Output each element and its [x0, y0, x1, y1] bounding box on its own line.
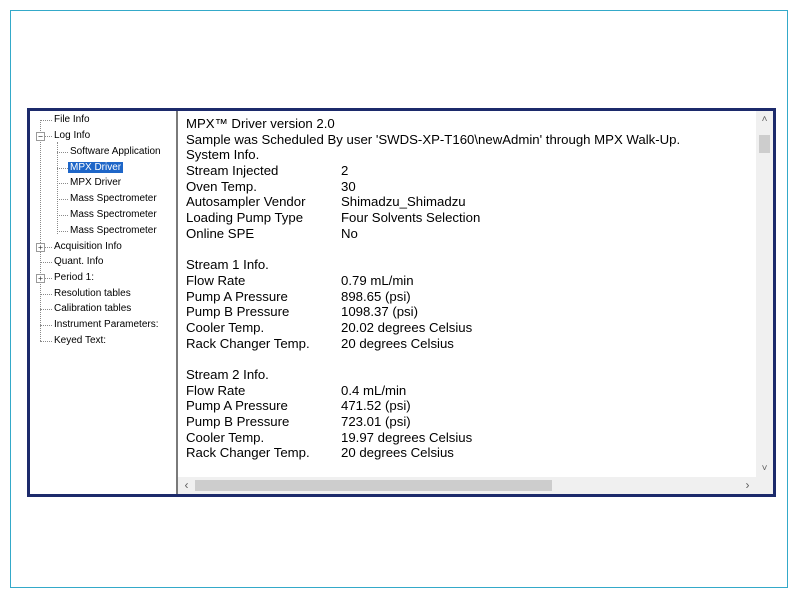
tree-item-instrument-parameters[interactable] — [52, 318, 160, 332]
tree-item-mass-spectrometer[interactable] — [68, 224, 159, 238]
tree-item-period-1[interactable] — [52, 271, 96, 285]
field-value: 20 degrees Celsius — [341, 335, 454, 351]
system-row — [186, 226, 753, 242]
tree-item-acquisition-info[interactable] — [52, 240, 124, 254]
field-key: Loading Pump Type — [186, 210, 304, 226]
tree-item-log-info[interactable] — [52, 129, 92, 143]
field-value: 1098.37 (psi) — [341, 304, 418, 320]
scroll-up-icon[interactable]: ˄ — [761, 114, 768, 125]
tree-item-label: Resolution tables — [54, 288, 131, 299]
system-row — [186, 210, 753, 226]
tree-branch — [57, 152, 68, 153]
details-pane[interactable] — [178, 111, 773, 494]
system-row — [186, 163, 753, 179]
log-viewer-window — [27, 108, 776, 497]
field-key: Autosampler Vendor — [186, 194, 306, 210]
tree-branch — [57, 183, 68, 184]
tree-item-label: Period 1: — [54, 272, 95, 283]
field-value: 471.52 (psi) — [341, 398, 411, 414]
field-value: 723.01 (psi) — [341, 414, 411, 430]
tree-item-label: Mass Spectrometer — [70, 225, 157, 236]
field-key: Oven Temp. — [186, 178, 257, 194]
tree-item-label: Calibration tables — [54, 303, 132, 314]
field-value: 898.65 (psi) — [341, 288, 411, 304]
field-key: Pump B Pressure — [186, 304, 290, 320]
tree-item-label: File Info — [54, 114, 90, 125]
collapse-log-info-icon[interactable]: − — [36, 132, 45, 141]
tree-pane[interactable] — [30, 111, 178, 494]
tree-item-label: Instrument Parameters: — [54, 319, 159, 330]
tree-branch — [44, 136, 52, 137]
field-value: 0.4 mL/min — [341, 382, 407, 398]
tree-root-line — [40, 120, 41, 341]
field-value: 20 degrees Celsius — [341, 445, 454, 461]
tree-item-mpx-driver[interactable] — [68, 176, 123, 190]
system-info-heading: System Info. — [186, 147, 260, 163]
stream-2-row — [186, 414, 753, 430]
horizontal-scroll-thumb[interactable] — [195, 480, 552, 491]
field-key: Pump A Pressure — [186, 288, 288, 304]
field-key: Cooler Temp. — [186, 429, 265, 445]
tree-item-label: Quant. Info — [54, 256, 104, 267]
scroll-right-icon[interactable]: › — [745, 478, 750, 492]
field-key: Online SPE — [186, 225, 255, 241]
blank-line — [186, 351, 753, 367]
field-key: Flow Rate — [186, 382, 246, 398]
tree-item-resolution-tables[interactable] — [52, 287, 133, 301]
tree-branch — [40, 325, 52, 326]
field-value: 19.97 degrees Celsius — [341, 429, 473, 445]
tree-child-line — [57, 142, 58, 234]
field-key: Rack Changer Temp. — [186, 445, 310, 461]
tree-item-software-application[interactable] — [68, 145, 163, 159]
tree-item-label: Keyed Text: — [54, 335, 107, 346]
tree-branch — [57, 215, 68, 216]
tree-branch — [44, 278, 52, 279]
field-value: Four Solvents Selection — [341, 210, 481, 226]
field-key: Pump A Pressure — [186, 398, 288, 414]
tree-item-label: Acquisition Info — [54, 241, 122, 252]
field-key: Stream Injected — [186, 163, 279, 179]
field-value: 20.02 degrees Celsius — [341, 319, 473, 335]
scroll-left-icon[interactable]: ‹ — [184, 478, 189, 492]
details-text — [186, 116, 753, 476]
field-value: Shimadzu_Shimadzu — [341, 194, 466, 210]
expand-period-1-icon[interactable]: + — [36, 274, 45, 283]
system-row — [186, 194, 753, 210]
field-key: Flow Rate — [186, 272, 246, 288]
tree-item-quant-info[interactable] — [52, 255, 105, 269]
tree-item-label: MPX Driver — [70, 177, 122, 188]
scrollbar-corner — [756, 477, 773, 494]
tree-item-mass-spectrometer[interactable] — [68, 192, 159, 206]
tree-item-label: Log Info — [54, 130, 91, 141]
schedule-info: Sample was Scheduled By user 'SWDS-XP-T160\newAdmin' through MPX Walk-Up. — [186, 131, 681, 147]
vertical-scrollbar[interactable] — [756, 111, 773, 477]
stream-1-heading: Stream 1 Info. — [186, 257, 269, 273]
stream-1-row — [186, 289, 753, 305]
field-key: Cooler Temp. — [186, 319, 265, 335]
driver-version: MPX™ Driver version 2.0 — [186, 116, 335, 131]
tree-item-mass-spectrometer[interactable] — [68, 208, 159, 222]
tree-branch — [57, 231, 68, 232]
field-value: 2 — [341, 163, 349, 179]
stream-2-row — [186, 430, 753, 446]
field-value: 0.79 mL/min — [341, 272, 414, 288]
horizontal-scrollbar[interactable] — [178, 477, 756, 494]
blank-line — [186, 242, 753, 258]
system-row — [186, 179, 753, 195]
field-value: 30 — [341, 178, 356, 194]
tree-branch — [40, 294, 52, 295]
scroll-down-icon[interactable]: ˅ — [761, 463, 768, 474]
expand-acquisition-info-icon[interactable]: + — [36, 243, 45, 252]
tree-item-calibration-tables[interactable] — [52, 302, 133, 316]
tree-branch — [40, 262, 52, 263]
tree-branch — [40, 309, 52, 310]
stream-2-heading: Stream 2 Info. — [186, 367, 269, 382]
stream-1-row — [186, 336, 753, 352]
stream-2-row — [186, 383, 753, 399]
vertical-scroll-thumb[interactable] — [759, 135, 770, 153]
tree-item-label: MPX Driver — [70, 162, 122, 173]
tree-branch — [40, 120, 52, 121]
tree-branch — [44, 247, 52, 248]
tree-item-label: Software Application — [70, 146, 161, 157]
stream-1-row — [186, 273, 753, 289]
field-key: Rack Changer Temp. — [186, 335, 310, 351]
tree-branch — [57, 168, 68, 169]
tree-item-file-info[interactable] — [52, 113, 92, 127]
field-key: Pump B Pressure — [186, 414, 290, 430]
tree-item-keyed-text[interactable] — [52, 334, 108, 348]
stream-2-row — [186, 445, 753, 461]
tree-branch — [40, 341, 52, 342]
field-value: No — [341, 225, 358, 241]
stream-1-row — [186, 320, 753, 336]
tree-item-label: Mass Spectrometer — [70, 209, 157, 220]
stream-1-row — [186, 304, 753, 320]
tree-item-mpx-driver-selected[interactable] — [68, 161, 123, 175]
stream-2-row — [186, 398, 753, 414]
tree-item-label: Mass Spectrometer — [70, 193, 157, 204]
tree-branch — [57, 199, 68, 200]
